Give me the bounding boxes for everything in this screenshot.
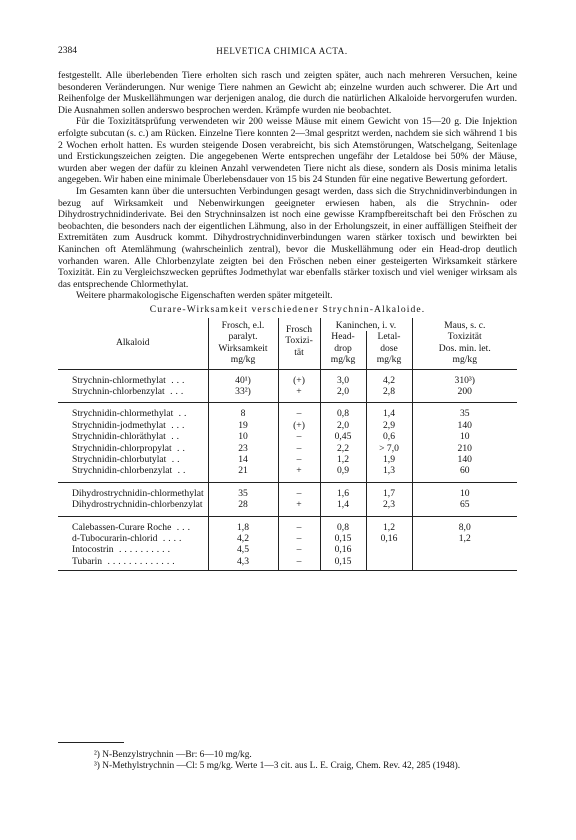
cell-head-drop: 2,0: [320, 420, 366, 431]
header-kaninchen: Kaninchen, i. v.: [320, 318, 412, 331]
cell-maus: 210: [412, 443, 517, 454]
table-row: [58, 544, 517, 555]
cell-frosch-tox: –: [278, 431, 320, 442]
cell-frosch-wirk: 33²): [208, 386, 278, 403]
dot-leader: ..: [172, 465, 189, 477]
table-row: [58, 556, 517, 571]
cell-letal-dose: [366, 556, 412, 571]
cell-frosch-wirk: 8: [208, 403, 278, 420]
cell-maus: [412, 544, 517, 555]
dot-leader: ..: [166, 453, 183, 465]
table-row: [58, 482, 517, 499]
header-letal-dose: Letal- dose mg/kg: [366, 331, 412, 369]
dot-leader: ...: [165, 374, 188, 386]
running-header: [58, 44, 517, 58]
cell-letal-dose: 1,9: [366, 454, 412, 465]
header-alkaloid: Alkaloid: [58, 318, 208, 369]
cell-head-drop: 1,6: [320, 482, 366, 499]
cell-frosch-tox: –: [278, 403, 320, 420]
page-number: 2384: [58, 46, 77, 56]
cell-alkaloid: Strychnidin-chlorpropylat ..: [72, 442, 188, 454]
cell-maus: 200: [412, 386, 517, 403]
cell-frosch-wirk: 4,3: [208, 556, 278, 571]
cell-frosch-wirk: 19: [208, 420, 278, 431]
table-caption: Curare-Wirksamkeit verschiedener Strychnin-Alkaloide.: [149, 303, 426, 315]
cell-head-drop: 0,15: [320, 533, 366, 544]
cell-alkaloid: Dihydrostrychnidin-chlormethylat: [72, 487, 204, 499]
table-row: [58, 431, 517, 442]
journal-title: HELVETICA CHIMICA ACTA.: [216, 46, 348, 56]
table-row: [58, 516, 517, 533]
paragraph: Für die Toxizitätsprüfung verwendeten wir 200 weisse Mäuse mit einem Gewicht von 15—20 g. Die Injektion erfolgte subcutan (s. c.) am Rücken. Einzelne Tiere konnten 2—3mal gespritzt werden, nachdem sie sich während 1 bis 2 Wochen erholt hatten. Es wurden steigende Dosen verabreicht, bis sich Atemstörungen, Watschelgang, Seitenlage und Erstickungszeichen zeigten. Die angegebenen Werte entsprechen ungefähr der Letaldose bei 50% der Mäuse, wurden aber wegen der dafür zu kleinen Anzahl verwendeten Tiere nicht als diese, sondern als Dosis minima letalis angegeben. Wir haben eine minimale Überlebensdauer von 15 bis 24 Stunden für eine negative Bewertung gefordert.: [58, 116, 517, 186]
cell-head-drop: 0,9: [320, 465, 366, 482]
cell-alkaloid: Strychnin-chlorbenzylat ...: [58, 386, 208, 403]
cell-maus: 60: [412, 465, 517, 482]
cell-head-drop: 3,0: [320, 369, 366, 386]
cell-letal-dose: 1,2: [366, 516, 412, 533]
cell-maus: 140: [412, 454, 517, 465]
footnote-rule: [58, 742, 124, 743]
table-row: [58, 454, 517, 465]
body-text: [58, 70, 517, 302]
cell-frosch-tox: –: [278, 454, 320, 465]
table-row: [58, 533, 517, 544]
cell-frosch-wirk: 14: [208, 454, 278, 465]
cell-alkaloid: d-Tubocurarin-chlorid ....: [72, 532, 185, 544]
table-row: [58, 443, 517, 454]
cell-alkaloid: Strychnidin-jodmethylat ...: [72, 419, 188, 431]
cell-letal-dose: [366, 544, 412, 555]
cell-alkaloid: Strychnidin-chlormethylat ..: [72, 408, 190, 420]
cell-frosch-wirk: 35: [208, 482, 278, 499]
dot-leader: .............: [102, 555, 178, 567]
cell-frosch-wirk: 1,8: [208, 516, 278, 533]
cell-frosch-wirk: 40¹): [208, 369, 278, 386]
cell-head-drop: 0,8: [320, 403, 366, 420]
header-frosch-toxizitaet: Frosch Toxizi- tät: [278, 318, 320, 369]
dot-leader: ...: [165, 419, 188, 431]
cell-frosch-wirk: 23: [208, 443, 278, 454]
footnotes: [58, 742, 517, 773]
cell-frosch-wirk: 21: [208, 465, 278, 482]
cell-alkaloid: Strychnidin-chloräthylat ..: [72, 431, 182, 443]
cell-frosch-tox: +: [278, 465, 320, 482]
dot-leader: ..: [165, 431, 182, 443]
cell-maus: 140: [412, 420, 517, 431]
cell-maus: 35: [412, 403, 517, 420]
cell-letal-dose: 2,9: [366, 420, 412, 431]
cell-alkaloid: Strychnin-chlormethylat ...: [72, 374, 188, 386]
cell-alkaloid: Strychnidin-chlorbutylat ..: [72, 453, 183, 465]
cell-letal-dose: 4,2: [366, 369, 412, 386]
cell-maus: [412, 556, 517, 571]
cell-frosch-tox: –: [278, 556, 320, 571]
cell-alkaloid: Dihydrostrychnidin-chlorbenzylat: [58, 499, 208, 516]
dot-leader: ..........: [113, 544, 173, 556]
dot-leader: ...: [171, 521, 193, 533]
cell-letal-dose: 2,3: [366, 499, 412, 516]
table-row: [58, 403, 517, 420]
cell-frosch-tox: –: [278, 482, 320, 499]
table-row: [58, 499, 517, 516]
cell-maus: 10: [412, 482, 517, 499]
cell-letal-dose: 2,8: [366, 386, 412, 403]
cell-frosch-wirk: 28: [208, 499, 278, 516]
cell-alkaloid: Tubarin .............: [58, 556, 208, 571]
cell-head-drop: 0,16: [320, 544, 366, 555]
header-head-drop: Head- drop mg/kg: [320, 331, 366, 369]
header-maus: Maus, s. c. Toxizität Dos. min. let. mg/kg: [412, 318, 517, 369]
cell-maus: 65: [412, 499, 517, 516]
dot-leader: ..: [173, 408, 190, 420]
cell-maus: 310³): [412, 369, 517, 386]
cell-letal-dose: 0,6: [366, 431, 412, 442]
cell-frosch-wirk: 4,2: [208, 533, 278, 544]
cell-frosch-tox: +: [278, 499, 320, 516]
paragraph: Weitere pharmakologische Eigenschaften werden später mitgeteilt.: [76, 290, 333, 302]
cell-frosch-tox: (+): [278, 420, 320, 431]
table-row: [58, 386, 517, 403]
page: [58, 44, 517, 571]
cell-head-drop: 0,45: [320, 431, 366, 442]
table-row: [58, 420, 517, 431]
cell-alkaloid: Strychnidin-chlorbenzylat ..: [58, 465, 208, 482]
cell-letal-dose: 0,16: [366, 533, 412, 544]
table-body: [58, 369, 517, 571]
cell-frosch-wirk: 4,5: [208, 544, 278, 555]
cell-head-drop: 1,4: [320, 499, 366, 516]
cell-head-drop: 0,15: [320, 556, 366, 571]
cell-frosch-tox: –: [278, 533, 320, 544]
cell-maus: 8,0: [412, 516, 517, 533]
cell-maus: 10: [412, 431, 517, 442]
cell-alkaloid: Calebassen-Curare Roche ...: [72, 521, 193, 533]
paragraph: Im Gesamten kann über die untersuchten Verbindungen gesagt werden, dass sich die Strychnidinverbindungen in bezug auf Wirksamkeit und Nebenwirkungen geeigneter erwiesen haben, als die Strychnin- oder Dihydrostrychnidinderivate. Bei den Strychninsalzen ist noch eine gewisse Krampfbereitschaft bei den Fröschen zu beobachten, die besonders nach der eigentlichen Lähmung, also in der Erholungszeit, in einer auffälligen Steifheit der Extremitäten zum Ausdruck kommt. Dihydrostrychnidinverbindungen waren stärker toxisch und bewirkten bei Kaninchen oft Atemlähmung (wahrscheinlich zentral), bevor die Muskellähmung oder ein Head-drop deutlich vorhanden waren. Alle Chlorbenzylate zeigten bei den Fröschen neben einer gesteigerten Wirksamkeit stärkere Toxizität. Ein zu Vergleichszwecken geprüftes Jodmethylat war ebenfalls stärker toxisch und viel weniger wirksam als das entsprechende Chlormethylat.: [58, 185, 517, 290]
paragraph: festgestellt. Alle überlebenden Tiere erholten sich rasch und zeigten später, auch nach mehreren Versuchen, keine besonderen Veränderungen. Nur wenige Tiere nahmen an Gewicht ab; einzelne wurden auch schwerer. Die Art und Reihenfolge der Muskellähmungen war derjenigen analog, die durch die natürlichen Alkaloide hervorgerufen wurden. Die Ausnahmen sollen anderswo besprochen werden. Krämpfe wurden nie beobachtet.: [58, 70, 517, 116]
cell-frosch-wirk: 10: [208, 431, 278, 442]
cell-letal-dose: 1,7: [366, 482, 412, 499]
cell-letal-dose: 1,3: [366, 465, 412, 482]
header-frosch-wirksamkeit: Frosch, e.l. paralyt. Wirksamkeit mg/kg: [208, 318, 278, 369]
cell-frosch-tox: (+): [278, 369, 320, 386]
cell-frosch-tox: +: [278, 386, 320, 403]
dot-leader: ...: [164, 385, 187, 397]
data-table: [58, 318, 517, 571]
cell-head-drop: 0,8: [320, 516, 366, 533]
cell-letal-dose: > 7,0: [366, 443, 412, 454]
cell-frosch-tox: –: [278, 516, 320, 533]
footnote-3: ³) N-Methylstrychnin —Cl: 5 mg/kg. Werte 1—3 cit. aus L. E. Craig, Chem. Rev. 42, 285 (1948).: [94, 761, 461, 772]
cell-head-drop: 2,2: [320, 443, 366, 454]
cell-maus: 1,2: [412, 533, 517, 544]
cell-frosch-tox: –: [278, 544, 320, 555]
cell-head-drop: 2,0: [320, 386, 366, 403]
table-row: [58, 369, 517, 386]
cell-frosch-tox: –: [278, 443, 320, 454]
cell-alkaloid: Intocostrin ..........: [72, 544, 173, 556]
footnote-2: ²) N-Benzylstrychnin —Br: 6—10 mg/kg.: [94, 750, 252, 760]
cell-head-drop: 1,2: [320, 454, 366, 465]
cell-letal-dose: 1,4: [366, 403, 412, 420]
dot-leader: ..: [171, 442, 188, 454]
table-row: [58, 465, 517, 482]
dot-leader: ....: [157, 532, 185, 544]
